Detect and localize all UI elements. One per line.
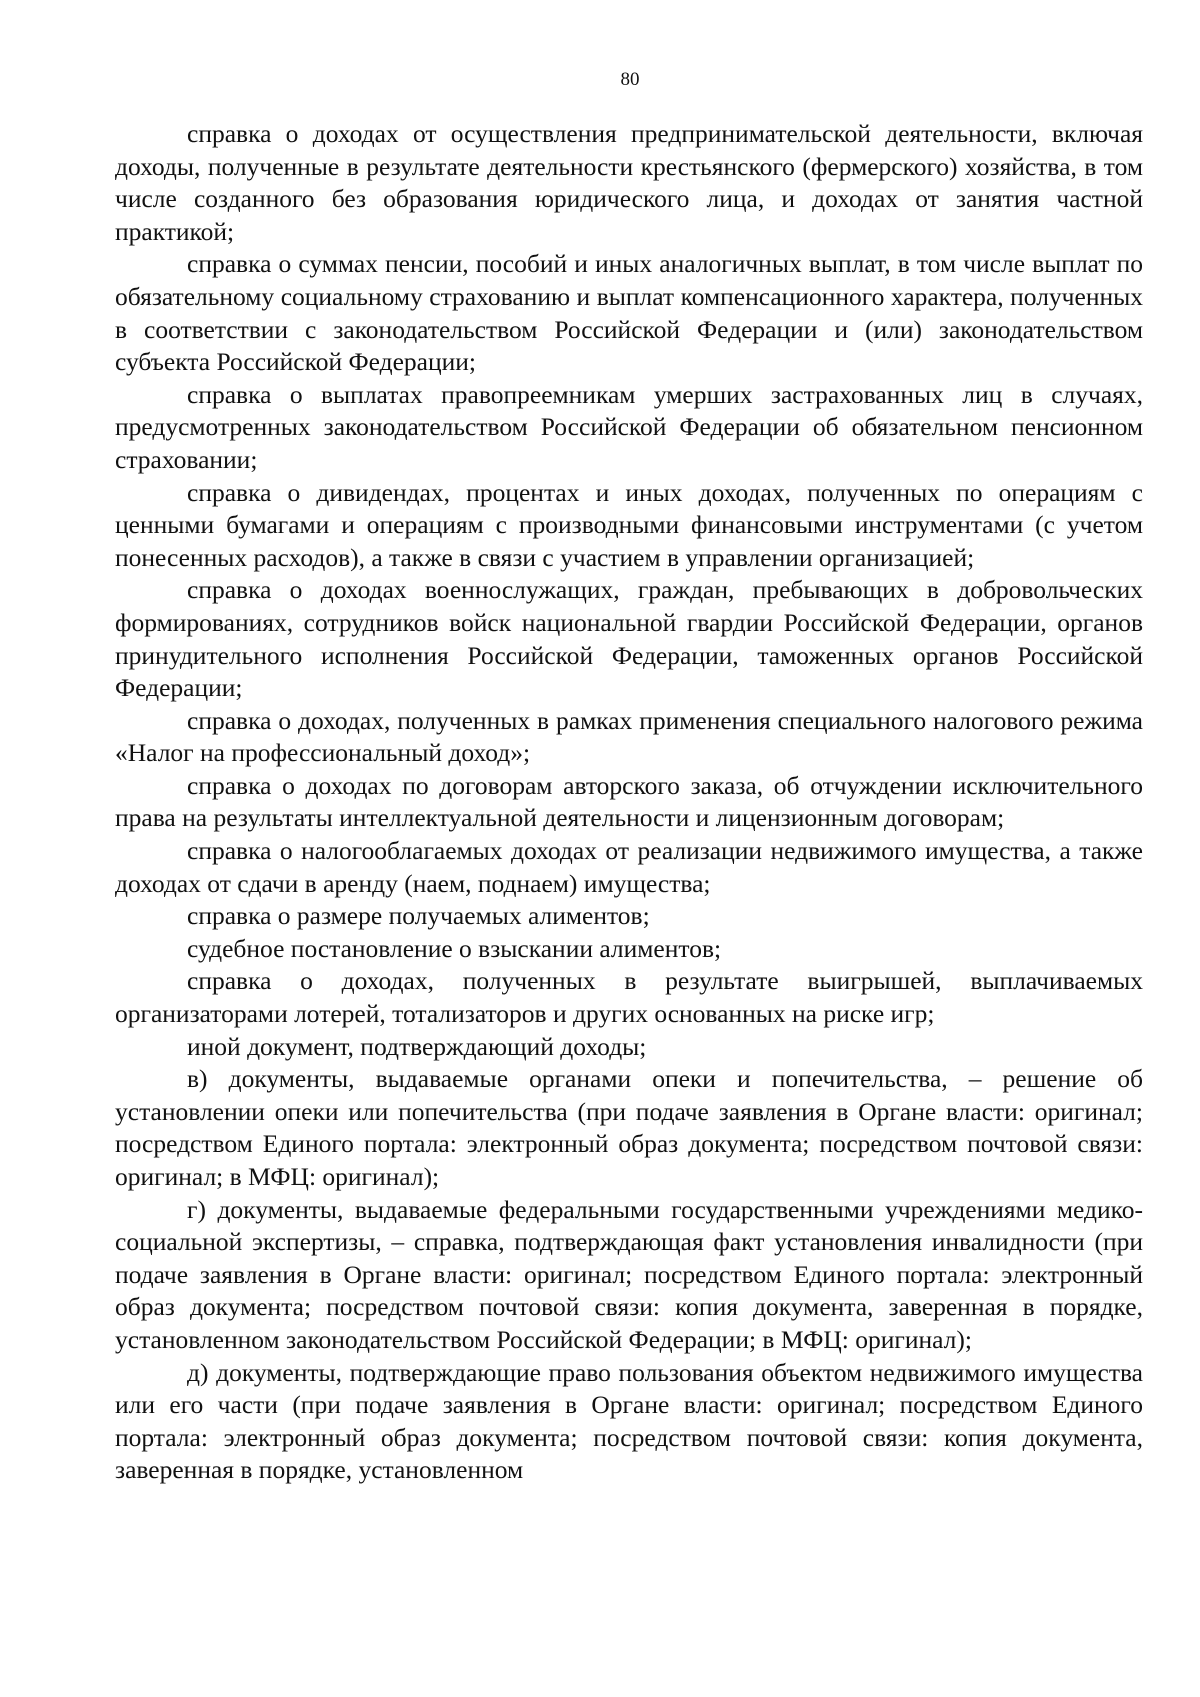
paragraph-income-entrepreneurship: справка о доходах от осуществления предпринимательской деятельности, включая доходы, полученные в результате деятельности крестьянского (фермерского) хозяйства, в том числе созданного без образования юридического лица, и доходах от занятия частной практикой; [115, 119, 1143, 246]
document-body [115, 118, 1143, 1487]
paragraph-lottery-winnings: справка о доходах, полученных в результате выигрышей, выплачиваемых организаторами лотерей, тотализаторов и других основанных на риске игр; [115, 966, 1143, 1029]
paragraph-alimony-court-order: судебное постановление о взыскании алиментов; [187, 933, 722, 963]
paragraph-military-income: справка о доходах военнослужащих, граждан, пребывающих в добровольческих формированиях, сотрудников войск национальной гвардии Российской Федерации, органов принудительного исполнения Российской Федерации, таможенных органов Российской Федерации; [115, 575, 1143, 703]
paragraph-property-use-documents: д) документы, подтверждающие право пользования объектом недвижимого имущества или его части (при подаче заявления в Органе власти: оригинал; посредством Единого портала: электронный образ документа; посредством почтовой связи: копия документа, заверенная в порядке, установленном [115, 1357, 1143, 1485]
paragraph-professional-income-tax: справка о доходах, полученных в рамках применения специального налогового режима «Налог на профессиональный доход»; [115, 705, 1143, 768]
paragraph-pension-benefits: справка о суммах пенсии, пособий и иных аналогичных выплат, в том числе выплат по обязательному социальному страхованию и выплат компенсационного характера, полученных в соответствии с законодательством Российской Федерации и (или) законодательством субъекта Российской Федерации; [115, 249, 1143, 377]
paragraph-author-contracts: справка о доходах по договорам авторского заказа, об отчуждении исключительного права на результаты интеллектуальной деятельности и лицензионным договорам; [115, 770, 1143, 833]
paragraph-successor-payments: справка о выплатах правопреемникам умерших застрахованных лиц в случаях, предусмотренных законодательством Российской Федерации об обязательном пенсионном страховании; [115, 379, 1143, 474]
page-number: 80 [620, 69, 640, 90]
paragraph-disability-documents: г) документы, выдаваемые федеральными государственными учреждениями медико-социальной экспертизы, – справка, подтверждающая факт установления инвалидности (при подаче заявления в Органе власти: оригинал; посредством Единого портала: электронный образ документа; посредством почтовой связи: копия документа, заверенная в порядке, установленном законодательством Российской Федерации; в МФЦ: оригинал); [115, 1194, 1143, 1354]
paragraph-real-estate-income: справка о налогооблагаемых доходах от реализации недвижимого имущества, а также доходах от сдачи в аренду (наем, поднаем) имущества; [115, 836, 1143, 898]
paragraph-dividends: справка о дивидендах, процентах и иных доходах, полученных по операциям с ценными бумагами и операциям с производными финансовыми инструментами (с учетом понесенных расходов), а также в связи с участием в управлении организацией; [115, 477, 1143, 572]
paragraph-other-income-document: иной документ, подтверждающий доходы; [187, 1031, 647, 1061]
paragraph-guardianship-documents: в) документы, выдаваемые органами опеки и попечительства, – решение об установлении опеки или попечительства (при подаче заявления в Органе власти: оригинал; посредством Единого портала: электронный образ документа; посредством почтовой связи: оригинал; в МФЦ: оригинал); [115, 1064, 1143, 1191]
paragraph-alimony-amount: справка о размере получаемых алиментов; [187, 901, 650, 931]
